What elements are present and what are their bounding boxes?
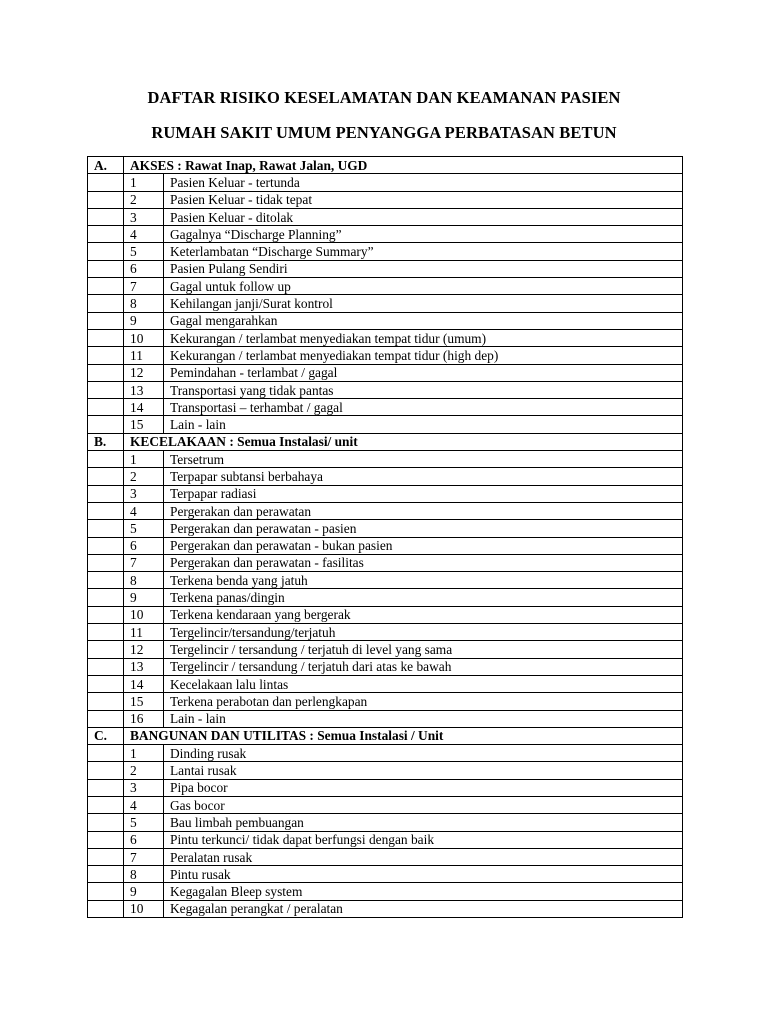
- blank-cell: [88, 745, 124, 762]
- item-text: Terpapar radiasi: [164, 485, 683, 502]
- blank-cell: [88, 381, 124, 398]
- item-text: Kegagalan perangkat / peralatan: [164, 900, 683, 917]
- item-text: Gagal mengarahkan: [164, 312, 683, 329]
- risk-table-body: [88, 157, 683, 918]
- blank-cell: [88, 399, 124, 416]
- item-number: 6: [124, 831, 164, 848]
- item-number: 10: [124, 329, 164, 346]
- item-number: 14: [124, 675, 164, 692]
- item-number: 10: [124, 606, 164, 623]
- section-heading: BANGUNAN DAN UTILITAS : Semua Instalasi / Unit: [124, 727, 683, 744]
- blank-cell: [88, 174, 124, 191]
- item-text: Dinding rusak: [164, 745, 683, 762]
- item-number: 13: [124, 658, 164, 675]
- blank-cell: [88, 191, 124, 208]
- item-number: 1: [124, 451, 164, 468]
- blank-cell: [88, 866, 124, 883]
- risk-item-row: [88, 572, 683, 589]
- blank-cell: [88, 572, 124, 589]
- blank-cell: [88, 796, 124, 813]
- item-text: Tersetrum: [164, 451, 683, 468]
- item-number: 5: [124, 520, 164, 537]
- item-text: Kekurangan / terlambat menyediakan tempat tidur (high dep): [164, 347, 683, 364]
- risk-item-row: [88, 226, 683, 243]
- risk-item-row: [88, 624, 683, 641]
- risk-item-row: [88, 381, 683, 398]
- section-letter: C.: [88, 727, 124, 744]
- item-text: Pipa bocor: [164, 779, 683, 796]
- item-text: Transportasi – terhambat / gagal: [164, 399, 683, 416]
- risk-item-row: [88, 364, 683, 381]
- item-text: Pintu terkunci/ tidak dapat berfungsi dengan baik: [164, 831, 683, 848]
- blank-cell: [88, 243, 124, 260]
- item-text: Pasien Keluar - ditolak: [164, 208, 683, 225]
- item-text: Gagalnya “Discharge Planning”: [164, 226, 683, 243]
- blank-cell: [88, 278, 124, 295]
- item-number: 7: [124, 554, 164, 571]
- risk-item-row: [88, 399, 683, 416]
- risk-item-row: [88, 606, 683, 623]
- blank-cell: [88, 416, 124, 433]
- risk-item-row: [88, 883, 683, 900]
- item-number: 6: [124, 537, 164, 554]
- risk-item-row: [88, 260, 683, 277]
- blank-cell: [88, 502, 124, 519]
- item-number: 5: [124, 814, 164, 831]
- section-letter: A.: [88, 157, 124, 174]
- blank-cell: [88, 848, 124, 865]
- risk-item-row: [88, 589, 683, 606]
- item-text: Kehilangan janji/Surat kontrol: [164, 295, 683, 312]
- item-text: Tergelincir/tersandung/terjatuh: [164, 624, 683, 641]
- risk-item-row: [88, 243, 683, 260]
- item-number: 11: [124, 624, 164, 641]
- item-text: Pasien Pulang Sendiri: [164, 260, 683, 277]
- risk-item-row: [88, 295, 683, 312]
- item-number: 15: [124, 693, 164, 710]
- item-text: Pergerakan dan perawatan - bukan pasien: [164, 537, 683, 554]
- item-number: 1: [124, 745, 164, 762]
- blank-cell: [88, 710, 124, 727]
- blank-cell: [88, 675, 124, 692]
- item-number: 7: [124, 278, 164, 295]
- blank-cell: [88, 537, 124, 554]
- risk-item-row: [88, 796, 683, 813]
- item-text: Tergelincir / tersandung / terjatuh dari atas ke bawah: [164, 658, 683, 675]
- item-number: 5: [124, 243, 164, 260]
- item-number: 8: [124, 866, 164, 883]
- item-text: Transportasi yang tidak pantas: [164, 381, 683, 398]
- blank-cell: [88, 831, 124, 848]
- item-number: 6: [124, 260, 164, 277]
- section-heading: KECELAKAAN : Semua Instalasi/ unit: [124, 433, 683, 450]
- risk-item-row: [88, 900, 683, 917]
- document-title: DAFTAR RISIKO KESELAMATAN DAN KEAMANAN PASIEN: [147, 88, 621, 107]
- item-number: 14: [124, 399, 164, 416]
- item-number: 8: [124, 572, 164, 589]
- risk-item-row: [88, 278, 683, 295]
- risk-item-row: [88, 208, 683, 225]
- risk-item-row: [88, 675, 683, 692]
- section-header-row: [88, 433, 683, 450]
- risk-item-row: [88, 693, 683, 710]
- item-text: Terpapar subtansi berbahaya: [164, 468, 683, 485]
- hospital-name: RUMAH SAKIT UMUM PENYANGGA PERBATASAN BETUN: [151, 123, 617, 142]
- risk-item-row: [88, 329, 683, 346]
- item-text: Kecelakaan lalu lintas: [164, 675, 683, 692]
- item-text: Pintu rusak: [164, 866, 683, 883]
- item-number: 12: [124, 364, 164, 381]
- risk-item-row: [88, 710, 683, 727]
- blank-cell: [88, 329, 124, 346]
- item-number: 12: [124, 641, 164, 658]
- blank-cell: [88, 762, 124, 779]
- item-text: Kekurangan / terlambat menyediakan tempat tidur (umum): [164, 329, 683, 346]
- item-number: 10: [124, 900, 164, 917]
- risk-item-row: [88, 745, 683, 762]
- risk-item-row: [88, 641, 683, 658]
- blank-cell: [88, 641, 124, 658]
- blank-cell: [88, 658, 124, 675]
- blank-cell: [88, 347, 124, 364]
- blank-cell: [88, 624, 124, 641]
- risk-item-row: [88, 779, 683, 796]
- item-number: 3: [124, 485, 164, 502]
- item-text: Pasien Keluar - tertunda: [164, 174, 683, 191]
- blank-cell: [88, 883, 124, 900]
- item-number: 4: [124, 796, 164, 813]
- risk-item-row: [88, 468, 683, 485]
- risk-item-row: [88, 451, 683, 468]
- item-number: 11: [124, 347, 164, 364]
- risk-item-row: [88, 866, 683, 883]
- risk-item-row: [88, 762, 683, 779]
- risk-item-row: [88, 831, 683, 848]
- risk-item-row: [88, 520, 683, 537]
- item-number: 2: [124, 762, 164, 779]
- risk-item-row: [88, 416, 683, 433]
- item-text: Terkena perabotan dan perlengkapan: [164, 693, 683, 710]
- section-header-row: [88, 727, 683, 744]
- risk-item-row: [88, 485, 683, 502]
- item-number: 16: [124, 710, 164, 727]
- section-letter: B.: [88, 433, 124, 450]
- item-text: Gas bocor: [164, 796, 683, 813]
- blank-cell: [88, 779, 124, 796]
- item-text: Keterlambatan “Discharge Summary”: [164, 243, 683, 260]
- blank-cell: [88, 900, 124, 917]
- blank-cell: [88, 520, 124, 537]
- item-text: Lain - lain: [164, 416, 683, 433]
- section-heading: AKSES : Rawat Inap, Rawat Jalan, UGD: [124, 157, 683, 174]
- blank-cell: [88, 226, 124, 243]
- blank-cell: [88, 814, 124, 831]
- item-number: 4: [124, 502, 164, 519]
- section-header-row: [88, 157, 683, 174]
- item-text: Gagal untuk follow up: [164, 278, 683, 295]
- item-text: Terkena benda yang jatuh: [164, 572, 683, 589]
- risk-table: [87, 156, 683, 918]
- blank-cell: [88, 208, 124, 225]
- item-number: 15: [124, 416, 164, 433]
- blank-cell: [88, 364, 124, 381]
- item-text: Kegagalan Bleep system: [164, 883, 683, 900]
- item-number: 9: [124, 312, 164, 329]
- item-text: Lantai rusak: [164, 762, 683, 779]
- risk-item-row: [88, 191, 683, 208]
- item-text: Pasien Keluar - tidak tepat: [164, 191, 683, 208]
- blank-cell: [88, 312, 124, 329]
- risk-item-row: [88, 554, 683, 571]
- risk-item-row: [88, 174, 683, 191]
- risk-item-row: [88, 848, 683, 865]
- blank-cell: [88, 485, 124, 502]
- item-number: 13: [124, 381, 164, 398]
- item-text: Bau limbah pembuangan: [164, 814, 683, 831]
- blank-cell: [88, 295, 124, 312]
- risk-item-row: [88, 502, 683, 519]
- item-text: Terkena kendaraan yang bergerak: [164, 606, 683, 623]
- item-number: 1: [124, 174, 164, 191]
- blank-cell: [88, 554, 124, 571]
- risk-item-row: [88, 814, 683, 831]
- item-number: 9: [124, 589, 164, 606]
- blank-cell: [88, 468, 124, 485]
- item-text: Pergerakan dan perawatan: [164, 502, 683, 519]
- item-text: Pergerakan dan perawatan - pasien: [164, 520, 683, 537]
- item-number: 8: [124, 295, 164, 312]
- blank-cell: [88, 451, 124, 468]
- item-number: 2: [124, 468, 164, 485]
- item-text: Lain - lain: [164, 710, 683, 727]
- item-text: Pergerakan dan perawatan - fasilitas: [164, 554, 683, 571]
- item-number: 9: [124, 883, 164, 900]
- item-number: 2: [124, 191, 164, 208]
- item-number: 4: [124, 226, 164, 243]
- risk-item-row: [88, 312, 683, 329]
- item-text: Pemindahan - terlambat / gagal: [164, 364, 683, 381]
- blank-cell: [88, 606, 124, 623]
- risk-item-row: [88, 347, 683, 364]
- item-text: Tergelincir / tersandung / terjatuh di level yang sama: [164, 641, 683, 658]
- item-text: Peralatan rusak: [164, 848, 683, 865]
- item-number: 7: [124, 848, 164, 865]
- blank-cell: [88, 260, 124, 277]
- item-number: 3: [124, 208, 164, 225]
- blank-cell: [88, 693, 124, 710]
- risk-item-row: [88, 537, 683, 554]
- item-number: 3: [124, 779, 164, 796]
- risk-item-row: [88, 658, 683, 675]
- blank-cell: [88, 589, 124, 606]
- item-text: Terkena panas/dingin: [164, 589, 683, 606]
